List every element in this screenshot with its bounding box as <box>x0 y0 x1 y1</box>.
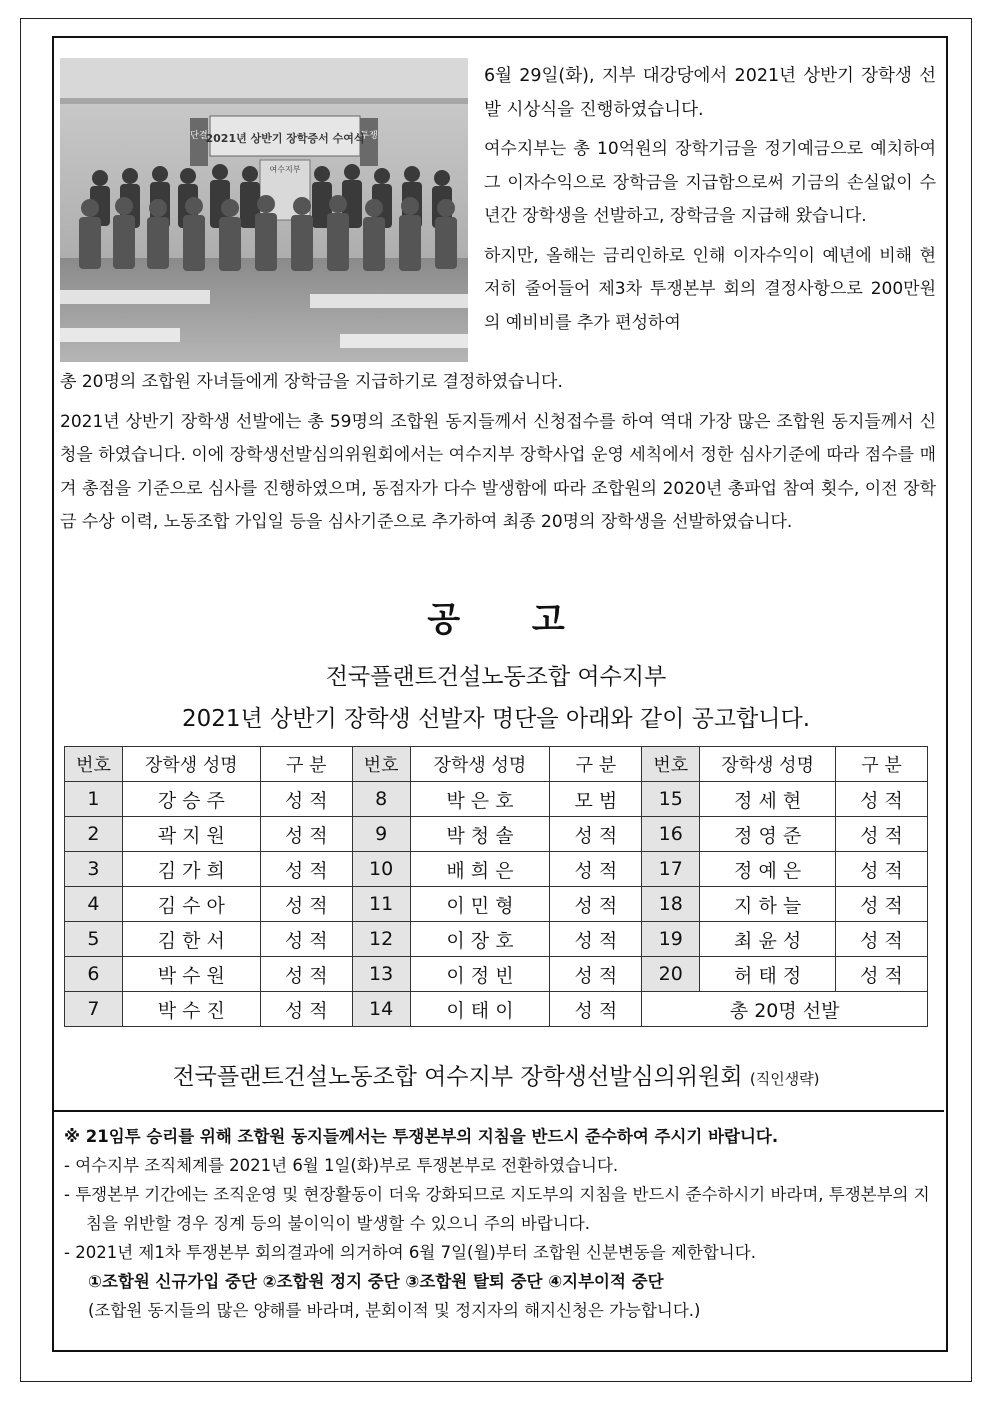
table-header-row <box>65 747 928 782</box>
notice-title: 공 고 <box>427 600 595 640</box>
student-name: 최 윤 성 <box>700 922 836 957</box>
student-name: 박 수 진 <box>122 992 260 1027</box>
student-number: 1 <box>65 782 123 817</box>
seal-omitted-note: (직인생략) <box>749 1070 820 1088</box>
student-name: 이 민 형 <box>410 887 550 922</box>
committee-signature <box>0 1058 992 1091</box>
student-category: 성 적 <box>836 817 928 852</box>
body-paragraph-continued: 총 20명의 조합원 자녀들에게 장학금을 지급하기로 결정하였습니다. <box>60 372 563 392</box>
student-category: 성 적 <box>550 852 642 887</box>
student-name: 정 영 준 <box>700 817 836 852</box>
student-number: 14 <box>352 992 410 1027</box>
student-name: 강 승 주 <box>122 782 260 817</box>
body-text <box>60 366 936 546</box>
notice-subtitle-union: 전국플랜트건설노동조합 여수지부 <box>325 664 667 690</box>
notes-heading: ※ 21임투 승리를 위해 조합원 동지들께서는 투쟁본부의 지침을 반드시 준수하여 주시기 바랍니다. <box>64 1127 779 1146</box>
header-number: 번호 <box>642 747 700 782</box>
intro-paragraph-1: 여수지부는 총 10억원의 장학기금을 정기예금으로 예치하여 그 이자수익으로 장학금을 지급함으로써 기금의 손실없이 수년간 장학생을 선발하고, 장학금을 지급해 왔습니다. <box>484 139 936 226</box>
header-name: 장학생 성명 <box>410 747 550 782</box>
student-number: 20 <box>642 957 700 992</box>
ceremony-photo <box>60 58 468 362</box>
student-name: 곽 지 원 <box>122 817 260 852</box>
student-category: 성 적 <box>550 922 642 957</box>
header-category: 구 분 <box>260 747 352 782</box>
student-category: 모 범 <box>550 782 642 817</box>
student-category: 성 적 <box>836 922 928 957</box>
header-category: 구 분 <box>550 747 642 782</box>
student-name: 박 은 호 <box>410 782 550 817</box>
student-number: 10 <box>352 852 410 887</box>
student-name: 이 태 이 <box>410 992 550 1027</box>
student-category: 성 적 <box>260 957 352 992</box>
student-number: 4 <box>65 887 123 922</box>
student-category: 성 적 <box>260 852 352 887</box>
guidelines-notes <box>64 1122 934 1325</box>
table-row <box>65 922 928 957</box>
podium-label: 여수지부 <box>269 165 301 174</box>
section-divider <box>52 1110 944 1112</box>
student-category: 성 적 <box>260 817 352 852</box>
ceremony-photo-art <box>60 58 468 362</box>
committee-name: 전국플랜트건설노동조합 여수지부 장학생선발심의위원회 <box>172 1064 743 1090</box>
student-name: 정 예 은 <box>700 852 836 887</box>
student-number: 2 <box>65 817 123 852</box>
student-number: 7 <box>65 992 123 1027</box>
student-number: 15 <box>642 782 700 817</box>
student-category: 성 적 <box>836 887 928 922</box>
student-category: 성 적 <box>260 922 352 957</box>
student-name: 정 세 현 <box>700 782 836 817</box>
student-category: 성 적 <box>260 887 352 922</box>
student-number: 13 <box>352 957 410 992</box>
student-category: 성 적 <box>550 887 642 922</box>
header-category: 구 분 <box>836 747 928 782</box>
table-row <box>65 887 928 922</box>
scholarship-roster-table <box>64 746 928 1027</box>
student-category: 성 적 <box>550 992 642 1027</box>
student-number: 9 <box>352 817 410 852</box>
student-number: 5 <box>65 922 123 957</box>
note-item: - 2021년 제1차 투쟁본부 회의결과에 의거하여 6월 7일(월)부터 조합원 신분변동을 제한합니다. <box>64 1243 756 1262</box>
student-category: 성 적 <box>260 782 352 817</box>
restriction-list: ①조합원 신규가입 중단 ②조합원 정지 중단 ③조합원 탈퇴 중단 ④지부이적 중단 <box>88 1272 664 1291</box>
header-number: 번호 <box>65 747 123 782</box>
student-number: 8 <box>352 782 410 817</box>
student-number: 12 <box>352 922 410 957</box>
student-name: 김 한 서 <box>122 922 260 957</box>
student-name: 배 희 은 <box>410 852 550 887</box>
table-row <box>65 992 928 1027</box>
note-remark: (조합원 동지들의 많은 양해를 바라며, 분회이적 및 정지자의 해지신청은 가능합니다.) <box>88 1301 701 1320</box>
student-category: 성 적 <box>260 992 352 1027</box>
student-name: 이 장 호 <box>410 922 550 957</box>
header-number: 번호 <box>352 747 410 782</box>
student-number: 11 <box>352 887 410 922</box>
student-category: 성 적 <box>836 852 928 887</box>
student-number: 18 <box>642 887 700 922</box>
student-number: 17 <box>642 852 700 887</box>
student-number: 6 <box>65 957 123 992</box>
body-paragraph-3: 2021년 상반기 장학생 선발에는 총 59명의 조합원 동지들께서 신청접수를 하여 역대 가장 많은 조합원 동지들께서 신청을 하였습니다. 이에 장학생선발심의위원회에서는 여수지부 장학사업 운영 세칙에서 정한 심사기준에 따라 점수를 매겨 총점을 기준으로 심사를 진행하였으며, 동점자가 다수 발생함에 따라 조합원의 2020년 총파업 참여 횟수, 이전 장학금 수상 이력, 노동조합 가입일 등을 심사기준으로 추가하여 최종 20명의 장학생을 선발하였습니다. <box>60 411 936 532</box>
intro-lead: 6월 29일(화), 지부 대강당에서 2021년 상반기 장학생 선발 시상식을 진행하였습니다. <box>484 66 936 120</box>
student-category: 성 적 <box>836 957 928 992</box>
notice-subtitle-announcement: 2021년 상반기 장학생 선발자 명단을 아래와 같이 공고합니다. <box>181 706 811 732</box>
table-row <box>65 817 928 852</box>
table-row <box>65 852 928 887</box>
student-name: 지 하 늘 <box>700 887 836 922</box>
table-row <box>65 782 928 817</box>
student-category: 성 적 <box>836 782 928 817</box>
header-name: 장학생 성명 <box>122 747 260 782</box>
total-selected: 총 20명 선발 <box>642 992 928 1027</box>
intro-text <box>484 60 936 346</box>
student-name: 허 태 정 <box>700 957 836 992</box>
student-name: 김 수 아 <box>122 887 260 922</box>
header-name: 장학생 성명 <box>700 747 836 782</box>
intro-paragraph-2: 하지만, 올해는 금리인하로 인해 이자수익이 예년에 비해 현저히 줄어들어 제3차 투쟁본부 회의 결정사항으로 200만원의 예비비를 추가 편성하여 <box>484 245 936 333</box>
student-number: 19 <box>642 922 700 957</box>
note-item: - 여수지부 조직체계를 2021년 6월 1일(화)부로 투쟁본부로 전환하였습니다. <box>64 1156 619 1175</box>
student-name: 박 수 원 <box>122 957 260 992</box>
student-number: 3 <box>65 852 123 887</box>
note-item: - 투쟁본부 기간에는 조직운영 및 현장활동이 더욱 강화되므로 지도부의 지침을 반드시 준수하시기 바라며, 투쟁본부의 지침을 위반할 경우 징계 등의 불이익이 발생할 수 있으니 주의 바랍니다. <box>64 1185 930 1233</box>
banner-right-text: 투쟁 <box>360 131 378 141</box>
banner-title: 2021년 상반기 장학증서 수여식 <box>205 132 365 145</box>
table-row <box>65 957 928 992</box>
student-name: 박 청 솔 <box>410 817 550 852</box>
student-name: 이 정 빈 <box>410 957 550 992</box>
student-name: 김 가 희 <box>122 852 260 887</box>
banner-left-text: 단결 <box>190 131 208 141</box>
student-number: 16 <box>642 817 700 852</box>
student-category: 성 적 <box>550 957 642 992</box>
student-category: 성 적 <box>550 817 642 852</box>
